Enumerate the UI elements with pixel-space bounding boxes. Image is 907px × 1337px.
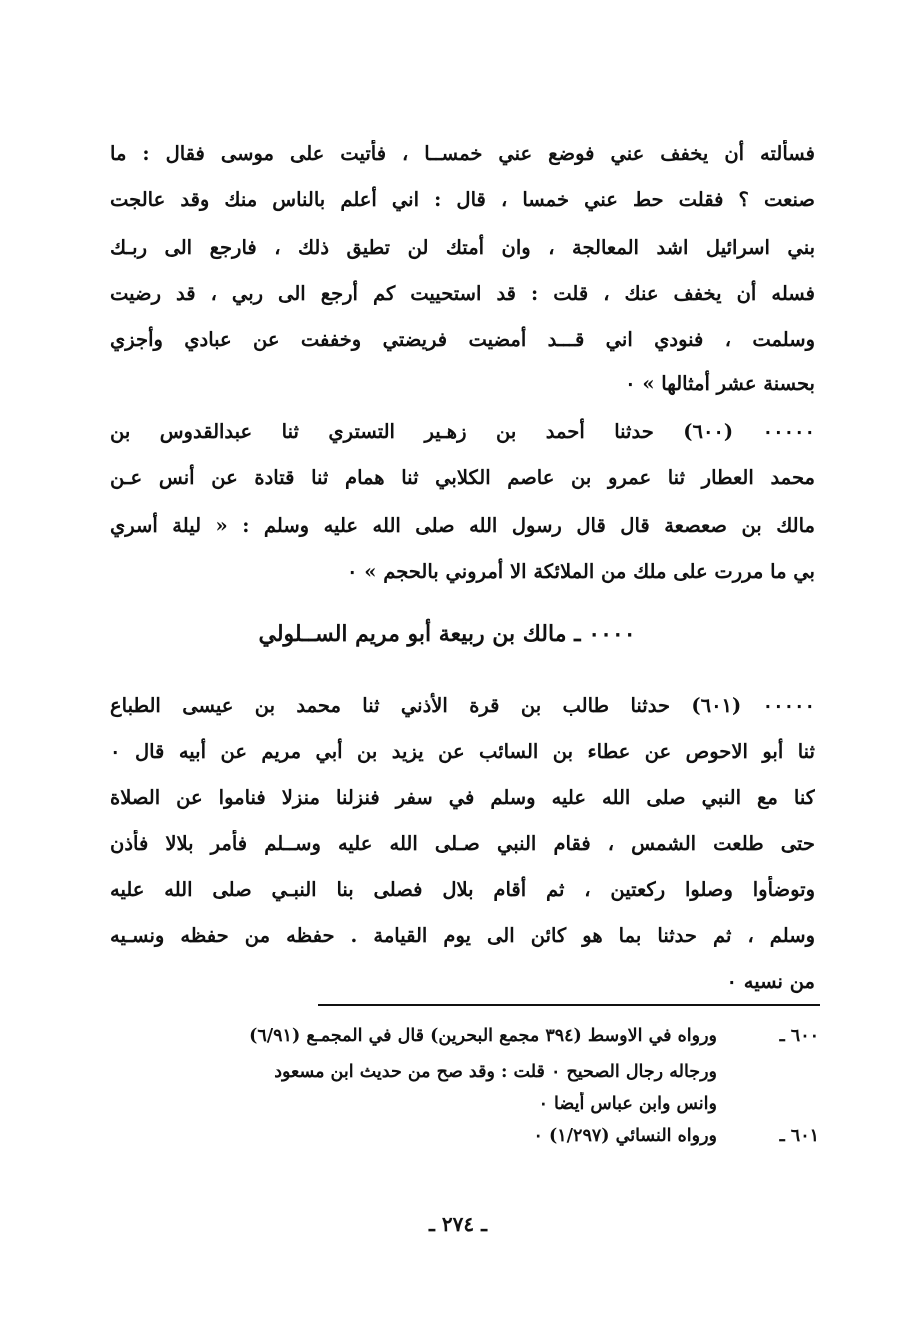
text-line: فسألته أن يخفف عني فوضع عني خمســا ، فأتيت على موسى فقال : ما bbox=[110, 142, 815, 165]
text-line: من نسيه ٠ bbox=[726, 970, 815, 993]
text-line: وتوضأوا وصلوا ركعتين ، ثم أقام بلال فصلى بنا النبـي صلى الله عليه bbox=[110, 878, 815, 901]
page-number: ـ ٢٧٤ ـ bbox=[429, 1212, 487, 1236]
text-line: صنعت ؟ فقلت حط عني خمسا ، قال : اني أعلم بالناس منك وقد عالجت bbox=[110, 188, 815, 211]
footnote-number: ٦٠٠ ـ bbox=[779, 1026, 819, 1046]
text-line: بني اسرائيل اشد المعالجة ، وان أمتك لن تطيق ذلك ، فارجع الى ربـك bbox=[110, 236, 815, 259]
text-line: ثنا أبو الاحوص عن عطاء بن السائب عن يزيد بن أبي مريم عن أبيه قال ٠ bbox=[110, 740, 815, 763]
footnote-line: ورواه النسائي (١/٢٩٧) ٠ bbox=[533, 1126, 717, 1146]
text-line: مالك بن صعصعة قال قال رسول الله صلى الله عليه وسلم : « ليلة أسري bbox=[110, 514, 815, 537]
footnote-number: ٦٠١ ـ bbox=[779, 1126, 819, 1146]
hadith-opening-line: ٠٠٠٠٠ (٦٠٠) حدثنا أحمد بن زهـير التستري ثنا عبدالقدوس بن bbox=[110, 420, 815, 443]
hadith-opening-line: ٠٠٠٠٠ (٦٠١) حدثنا طالب بن قرة الأذني ثنا محمد بن عيسى الطباع bbox=[110, 694, 815, 717]
footnote-line: ورواه في الاوسط (٣٩٤ مجمع البحرين) قال في المجمـع (٦/٩١) bbox=[249, 1026, 717, 1046]
text-line: بحسنة عشر أمثالها » ٠ bbox=[625, 372, 815, 395]
section-heading: ٠٠٠٠ ـ مالك بن ربيعة أبو مريم الســلولي bbox=[258, 621, 636, 647]
footnote-line: وانس وابن عباس أيضا ٠ bbox=[538, 1094, 717, 1114]
text-line: محمد العطار ثنا عمرو بن عاصم الكلابي ثنا همام ثنا قتادة عن أنس عـن bbox=[110, 466, 815, 489]
footnote-line: ورجاله رجال الصحيح ٠ قلت : وقد صح من حديث ابن مسعود bbox=[274, 1062, 717, 1082]
footnote-separator bbox=[318, 1004, 820, 1006]
text-line: وسلمت ، فنودي اني قـــد أمضيت فريضتي وخففت عن عبادي وأجزي bbox=[110, 328, 815, 351]
text-line: وسلم ، ثم حدثنا بما هو كائن الى يوم القيامة . حفظه من حفظه ونسـيه bbox=[110, 924, 815, 947]
text-line: حتى طلعت الشمس ، فقام النبي صـلى الله عليه وســلم فأمر بلالا فأذن bbox=[110, 832, 815, 855]
text-line: فسله أن يخفف عنك ، قلت : قد استحييت كم أرجع الى ربي ، قد رضيت bbox=[110, 282, 815, 305]
text-line: كنا مع النبي صلى الله عليه وسلم في سفر فنزلنا منزلا فناموا عن الصلاة bbox=[110, 786, 815, 809]
text-line: بي ما مررت على ملك من الملائكة الا أمروني بالحجم » ٠ bbox=[346, 560, 815, 583]
